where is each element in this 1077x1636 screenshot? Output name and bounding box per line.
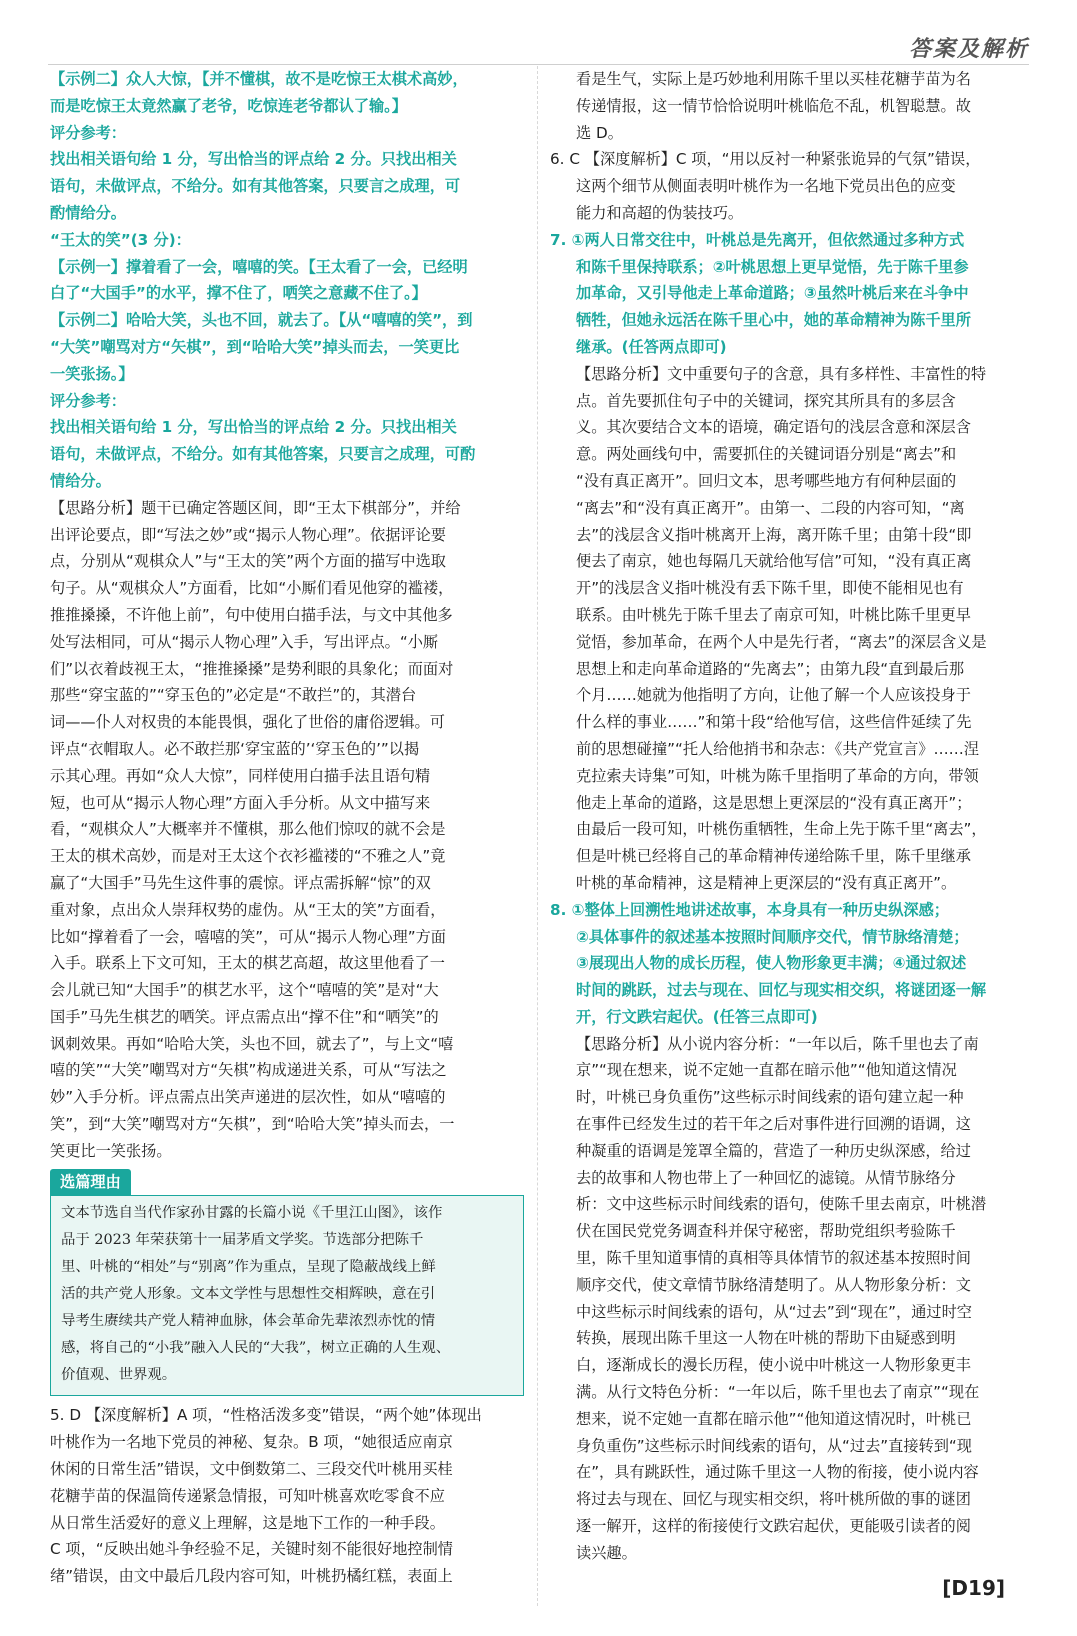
text-line: 王太的棋术高妙，而是对王太这个衣衫褴褛的“不雅之人”竟 <box>50 847 446 866</box>
text-line: 比如“撑着看了一会，嘻嘻的笑”，可从“揭示人物心理”方面 <box>50 927 446 946</box>
answer-line: 开，行文跌宕起伏。(任答三点即可) <box>576 1007 818 1026</box>
text-line: 种凝重的语调是笼罩全篇的，营造了一种历史纵深感，给过 <box>576 1141 971 1160</box>
answer-line: 【示例二】众人大惊，【并不懂棋，故不是吃惊王太棋术高妙， <box>50 70 468 88</box>
text-line: 什么样的事业……”和第十段“给他写信，这些信件延续了先 <box>576 713 972 732</box>
page-number: [D19] <box>942 1576 1005 1600</box>
text-line: 克拉索夫诗集”可知，叶桃为陈千里指明了革命的方向，带领 <box>576 766 979 785</box>
text-line: 绪”错误，由文中最后几段内容可知，叶桃扔橘红糕，表面上 <box>50 1567 453 1586</box>
text-line: 满。从行文特色分析：“一年以后，陈千里也去了南京”“现在 <box>576 1383 980 1402</box>
right-body-text <box>550 66 1034 1567</box>
text-line: 那些“穿宝蓝的”“穿玉色的”必定是“不敢拦”的，其潜台 <box>50 686 417 705</box>
text-line: 出评论要点，即“写法之妙”或“揭示人物心理”。依据评论要 <box>50 525 446 544</box>
column-divider <box>537 66 538 1606</box>
text-line: 国手”马先生棋艺的哂笑。评点需点出“撑不住”和“哂笑”的 <box>50 1007 439 1026</box>
text-line: 妙”入手分析。评点需点出笑声递进的层次性，如从“嘻嘻的 <box>50 1088 446 1107</box>
answer-line: ③展现出人物的成长历程，使人物形象更丰满；④通过叙述 <box>576 954 967 973</box>
text-line: 入手。联系上下文可知，王太的棋艺高超，故这里他看了一 <box>50 954 445 973</box>
selection-reason-box <box>50 1195 524 1396</box>
text-line: 处写法相同，可从“揭示人物心理”入手，写出评点。“小厮 <box>50 632 439 651</box>
text-line: 词——仆人对权贵的本能畏惧，强化了世俗的庸俗逻辑。可 <box>50 713 445 732</box>
text-line: 中这些标示时间线索的语句，从“过去”到“现在”，通过时空 <box>576 1302 972 1321</box>
text-line: 意。两处画线句中，需要抓住的关键词语分别是“离去”和 <box>576 445 957 464</box>
left-bottom-text <box>50 1402 524 1590</box>
selection-reason-line: 价值观、世界观。 <box>61 1367 177 1384</box>
answer-line: 【示例二】哈哈大笑，头也不回，就去了。【从“嘻嘻的笑”，到 <box>50 311 473 330</box>
text-line: 开”的浅层含义指叶桃没有丢下陈千里，即使不能相见也有 <box>576 579 964 598</box>
text-line: 读兴趣。 <box>576 1543 637 1562</box>
text-line: 句子。从“观棋众人”方面看，比如“小厮们看见他穿的褴褛， <box>50 579 454 598</box>
text-line: 联系。由叶桃先于陈千里去了南京可知，叶桃比陈千里更早 <box>576 605 971 624</box>
text-line: 但是叶桃已经将自己的革命精神传递给陈千里，陈千里继承 <box>576 847 971 866</box>
text-line: 点，分别从“观棋众人”与“王太的笑”两个方面的描写中选取 <box>50 552 446 571</box>
text-line: 笑”，到“大笑”嘲骂对方“矢棋”，到“哈哈大笑”掉头而去，一 <box>50 1115 455 1134</box>
answer-line: 7. ①两人日常交往中，叶桃总是先离开，但依然通过多种方式 <box>550 230 965 249</box>
answer-line: 找出相关语句给 1 分，写出恰当的评点给 2 分。只找出相关 <box>50 418 457 437</box>
text-line: 推推搡搡，不许他上前”，句中使用白描手法，与文中其他多 <box>50 605 453 624</box>
selection-reason-line: 里、叶桃的“相处”与“别离”作为重点，呈现了隐蔽战线上鲜 <box>61 1259 436 1276</box>
text-line: 白，逐渐成长的漫长历程，使小说中叶桃这一人物形象更丰 <box>576 1356 971 1375</box>
answer-line: 8. ①整体上回溯性地讲述故事，本身具有一种历史纵深感； <box>550 900 949 919</box>
selection-reason-line: 导考生赓续共产党人精神血脉，体会革命先辈浓烈赤忱的情 <box>61 1313 436 1330</box>
text-line: 在”，具有跳跃性，通过陈千里这一人物的衔接，使小说内容 <box>576 1463 979 1482</box>
answer-line: 情给分。 <box>50 471 111 490</box>
text-line: 这两个细节从侧面表明叶桃作为一名地下党员出色的应变 <box>576 177 956 196</box>
selection-reason-line: 品于 2023 年荣获第十一届茅盾文学奖。节选部分把陈千 <box>61 1232 424 1249</box>
text-line: 思想上和走向革命道路的“先离去”；由第九段“直到最后那 <box>576 659 965 678</box>
text-line: 们”以衣着歧视王太，“推推搡搡”是势利眼的具象化；而面对 <box>50 659 454 678</box>
answer-line: 牺牲，但她永远活在陈千里心中，她的革命精神为陈千里所 <box>576 311 971 330</box>
text-line: 在事件已经发生过的若干年之后对事件进行回溯的语调，这 <box>576 1115 971 1134</box>
text-line: 【思路分析】文中重要句子的含意，具有多样性、丰富性的特 <box>576 364 987 383</box>
text-line: 示其心理。再如“众人大惊”，同样使用白描手法且语句精 <box>50 766 431 785</box>
text-line: 去的故事和人物也带上了一种回忆的滤镜。从情节脉络分 <box>576 1168 956 1187</box>
text-line: 身负重伤”这些标示时间线索的语句，从“过去”直接转到“现 <box>576 1436 972 1455</box>
text-line: 【思路分析】题干已确定答题区间，即“王太下棋部分”，并给 <box>50 498 461 517</box>
answer-line: 加革命，又引导他走上革命道路；③虽然叶桃后来在斗争中 <box>576 284 969 303</box>
text-line: 评点“衣帽取人。必不敢拦那‘穿宝蓝的’‘穿玉色的’”以揭 <box>50 739 420 758</box>
answer-line: 白了“大国手”的水平，撑不住了，哂笑之意藏不住了。】 <box>50 284 427 303</box>
running-header: 答案及解析 <box>908 36 1029 62</box>
answer-line: 酌情给分。 <box>50 203 126 222</box>
answer-line: 时间的跳跃，过去与现在、回忆与现实相交织，将谜团逐一解 <box>576 981 987 1000</box>
answer-line: 和陈千里保持联系；②叶桃思想上更早觉悟，先于陈千里参 <box>576 257 969 276</box>
answer-line: ②具体事件的叙述基本按照时间顺序交代，情节脉络清楚； <box>576 927 969 946</box>
text-line: 5. D 【深度解析】A 项，“性格活泼多变”错误，“两个她”体现出 <box>50 1406 482 1425</box>
text-line: 短，也可从“揭示人物心理”方面入手分析。从文中描写来 <box>50 793 431 812</box>
text-line: 便去了南京，她也每隔几天就给他写信”可知，“没有真正离 <box>576 552 972 571</box>
selection-reason-title: 选篇理由 <box>50 1169 131 1195</box>
text-line: 叶桃的革命精神，这是精神上更深层的“没有真正离开”。 <box>576 873 957 892</box>
text-line: 点。首先要抓住句子中的关键词，探究其所具有的多层含 <box>576 391 956 410</box>
text-line: 个月……她就为他指明了方向，让他了解一个人应该投身于 <box>576 686 971 705</box>
text-line: 时，叶桃已身负重伤”这些标示时间线索的语句建立起一种 <box>576 1088 964 1107</box>
text-line: 顺序交代，使文章情节脉络清楚明了。从人物形象分析：文 <box>576 1275 971 1294</box>
text-line: 京”“现在想来，说不定她一直都在暗示他”“他知道这情况 <box>576 1061 957 1080</box>
text-line: 讽刺效果。再如“哈哈大笑，头也不回，就去了”，与上文“嘻 <box>50 1034 454 1053</box>
text-line: 休闲的日常生活”错误，文中倒数第二、三段交代叶桃用买桂 <box>50 1460 453 1479</box>
text-line: 会儿就已知“大国手”的棋艺水平，这个“嘻嘻的笑”是对“大 <box>50 981 439 1000</box>
selection-reason-line: 活的共产党人形象。文本文学性与思想性交相辉映，意在引 <box>61 1286 436 1303</box>
text-line: 逐一解开，这样的衔接使行文跌宕起伏，更能吸引读者的阅 <box>576 1517 971 1536</box>
text-line: 花糖芋苗的保温筒传递紧急情报，可知叶桃喜欢吃零食不应 <box>50 1486 445 1505</box>
answer-line: 评分参考： <box>50 123 126 142</box>
text-line: 笑更比一笑张扬。 <box>50 1141 172 1160</box>
text-line: 转换，展现出陈千里这一人物在叶桃的帮助下由疑惑到明 <box>576 1329 956 1348</box>
answer-line: 而是吃惊王太竟然赢了老爷，吃惊连老爷都认了输。】 <box>50 96 407 115</box>
page-number-value: D19 <box>951 1576 996 1600</box>
text-line: 看，“观棋众人”大概率并不懂棋，那么他们惊叹的就不会是 <box>50 820 446 839</box>
text-line: 6. C 【深度解析】C 项，“用以反衬一种紧张诡异的气氛”错误， <box>550 150 981 169</box>
text-line: 去”的浅层含义指叶桃离开上海，离开陈千里；由第十段“即 <box>576 525 972 544</box>
text-line: 觉悟，参加革命，在两个人中是先行者，“离去”的深层含义是 <box>576 632 987 651</box>
text-line: 【思路分析】从小说内容分析：“一年以后，陈千里也去了南 <box>576 1034 979 1053</box>
left-column <box>50 66 524 1590</box>
text-line: 前的思想碰撞”“托人给他捎书和杂志：《共产党宣言》……涅 <box>576 739 980 758</box>
text-line: 传递情报，这一情节恰恰说明叶桃临危不乱，机智聪慧。故 <box>576 96 971 115</box>
text-line: 伏在国民党党务调查科并保守秘密，帮助党组织考验陈千 <box>576 1222 956 1241</box>
text-line: 看是生气，实际上是巧妙地利用陈千里以买桂花糖芋苗为名 <box>576 70 971 88</box>
text-line: 从日常生活爱好的意义上理解，这是地下工作的一种手段。 <box>50 1513 445 1532</box>
text-line: 将过去与现在、回忆与现实相交织，将叶桃所做的事的谜团 <box>576 1490 971 1509</box>
answer-line: 一笑张扬。】 <box>50 364 134 383</box>
left-top-text <box>50 66 524 1165</box>
answer-line: 语句，未做评点，不给分。如有其他答案，只要言之成理，可酌 <box>50 445 476 464</box>
text-line: “离去”和“没有真正离开”。由第一、二段的内容可知，“离 <box>576 498 965 517</box>
text-line: 析：文中这些标示时间线索的语句，使陈千里去南京，叶桃潜 <box>576 1195 987 1214</box>
selection-reason-line: 感，将自己的“小我”融入人民的“大我”，树立正确的人生观、 <box>61 1340 451 1357</box>
answer-line: 语句，未做评点，不给分。如有其他答案，只要言之成理，可 <box>50 177 461 196</box>
header-rule <box>48 64 1029 65</box>
text-line: “没有真正离开”。回归文本，思考哪些地方有何种层面的 <box>576 471 957 490</box>
right-column <box>550 66 1034 1567</box>
text-line: 里，陈千里知道事情的真相等具体情节的叙述基本按照时间 <box>576 1249 971 1268</box>
answer-line: “大笑”嘲骂对方“矢棋”，到“哈哈大笑”掉头而去，一笑更比 <box>50 337 460 356</box>
text-line: 他走上革命的道路，这是思想上更深层的“没有真正离开”； <box>576 793 972 812</box>
answer-line: “王太的笑”(3 分)： <box>50 230 191 249</box>
text-line: 由最后一段可知，叶桃伤重牺牲，生命上先于陈千里“离去”， <box>576 820 987 839</box>
text-line: 赢了“大国手”马先生这件事的震惊。评点需拆解“惊”的双 <box>50 873 431 892</box>
answer-line: 找出相关语句给 1 分，写出恰当的评点给 2 分。只找出相关 <box>50 150 457 169</box>
text-line: C 项，“反映出她斗争经验不足，关键时刻不能很好地控制情 <box>50 1540 453 1559</box>
answer-line: 继承。(任答两点即可) <box>576 337 727 356</box>
text-line: 嘻的笑”“大笑”嘲骂对方“矢棋”构成递进关系，可从“写法之 <box>50 1061 447 1080</box>
text-line: 能力和高超的伪装技巧。 <box>576 203 744 222</box>
text-line: 叶桃作为一名地下党员的神秘、复杂。B 项，“她很适应南京 <box>50 1433 453 1452</box>
answer-line: 评分参考： <box>50 391 126 410</box>
text-line: 选 D。 <box>576 123 623 142</box>
selection-reason-line: 文本节选自当代作家孙甘露的长篇小说《千里江山图》，该作 <box>61 1205 443 1222</box>
answer-line: 【示例一】撑着看了一会，嘻嘻的笑。【王太看了一会，已经明 <box>50 257 468 276</box>
text-line: 重对象，点出众人崇拜权势的虚伪。从“王太的笑”方面看， <box>50 900 446 919</box>
text-line: 义。其次要结合文本的语境，确定语句的浅层含意和深层含 <box>576 418 971 437</box>
text-line: 想来，说不定她一直都在暗示他”“他知道这情况时，叶桃已 <box>576 1409 972 1428</box>
